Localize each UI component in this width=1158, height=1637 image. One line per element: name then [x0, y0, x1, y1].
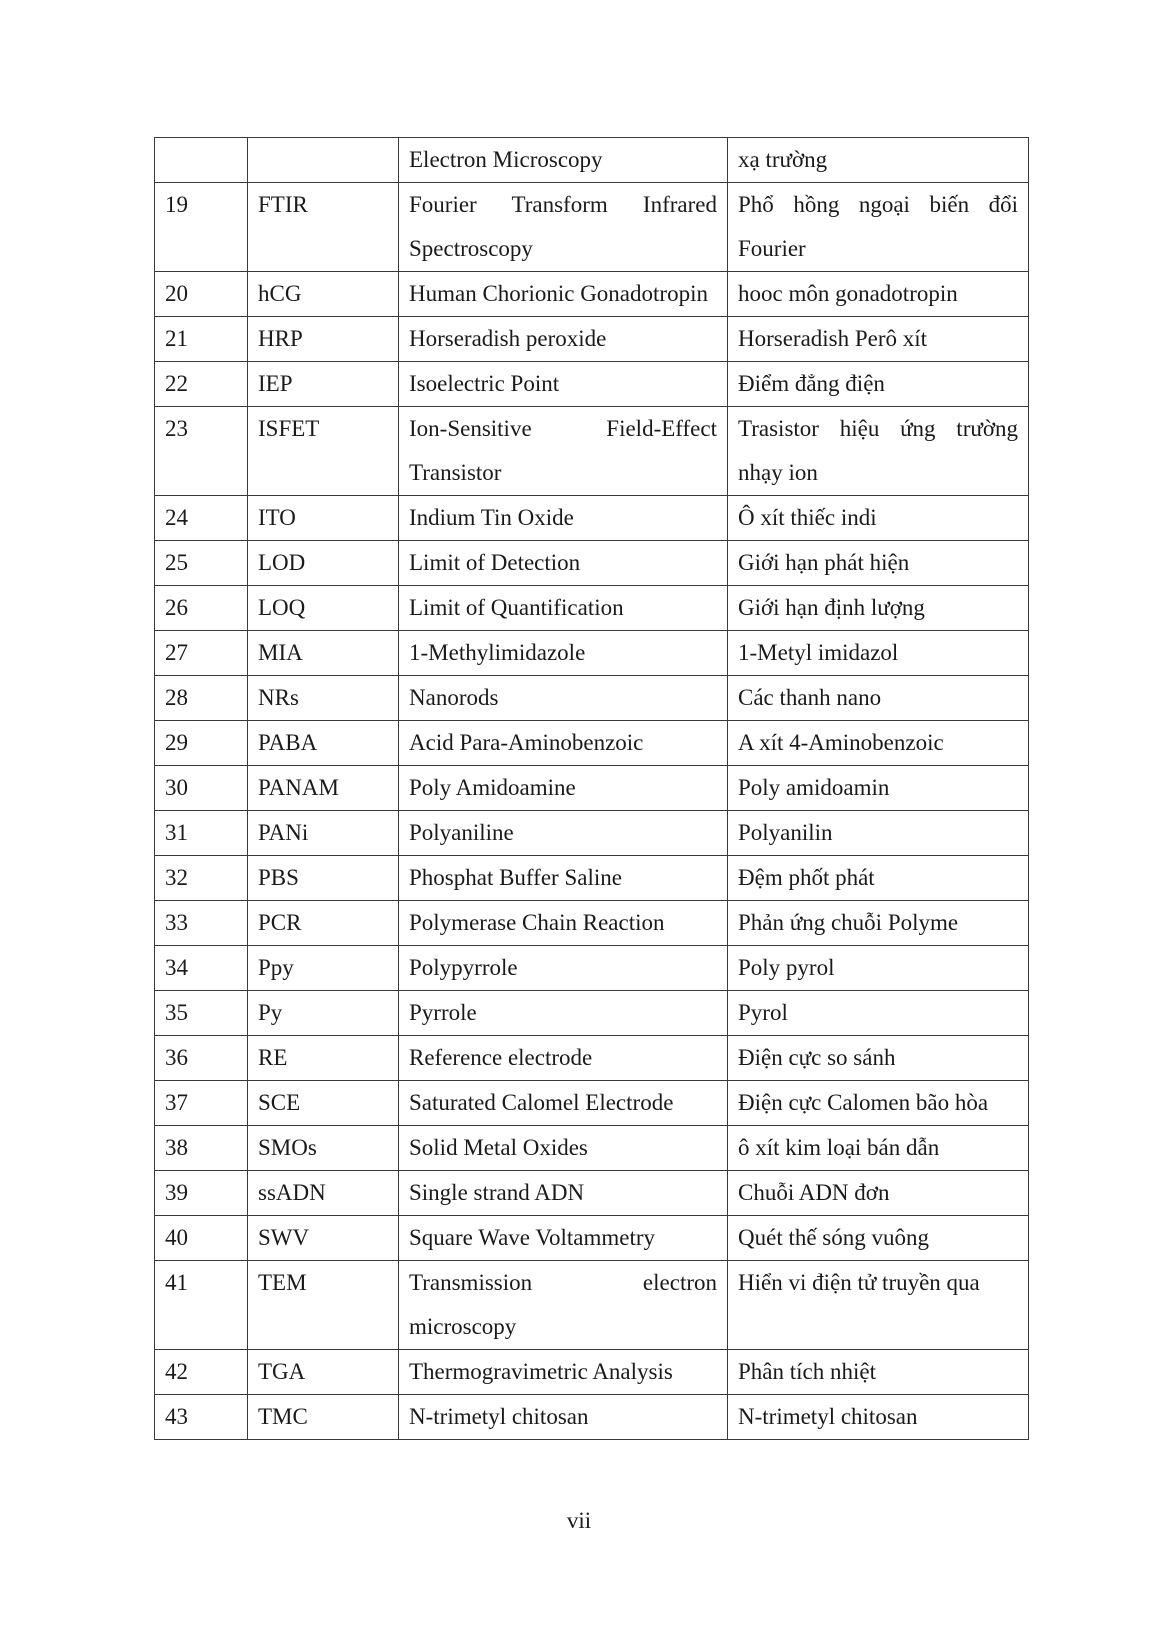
english-term-cell: Solid Metal Oxides [399, 1126, 728, 1171]
vietnamese-term-cell: A xít 4-Aminobenzoic [728, 721, 1029, 766]
row-number-cell: 30 [155, 766, 248, 811]
table-row [155, 586, 1029, 631]
english-term-cell: Polyaniline [399, 811, 728, 856]
abbreviation-cell: PANAM [248, 766, 399, 811]
row-number-cell: 28 [155, 676, 248, 721]
table-row [155, 362, 1029, 407]
row-number-cell [155, 138, 248, 183]
english-term-cell: Reference electrode [399, 1036, 728, 1081]
vietnamese-term-cell: Giới hạn phát hiện [728, 541, 1029, 586]
table-row [155, 766, 1029, 811]
abbreviation-cell: SWV [248, 1216, 399, 1261]
english-term-cell: Limit of Detection [399, 541, 728, 586]
vietnamese-term-cell: N-trimetyl chitosan [728, 1395, 1029, 1440]
vietnamese-term-cell: Pyrol [728, 991, 1029, 1036]
row-number-cell: 35 [155, 991, 248, 1036]
english-term-cell: Limit of Quantification [399, 586, 728, 631]
english-term-cell: Square Wave Voltammetry [399, 1216, 728, 1261]
table-row [155, 1126, 1029, 1171]
english-term-cell: Isoelectric Point [399, 362, 728, 407]
vietnamese-term-cell: Poly pyrol [728, 946, 1029, 991]
abbreviation-cell: RE [248, 1036, 399, 1081]
english-term-cell: N-trimetyl chitosan [399, 1395, 728, 1440]
vietnamese-term-cell: hooc môn gonadotropin [728, 272, 1029, 317]
abbreviation-cell: TGA [248, 1350, 399, 1395]
abbreviation-cell: LOD [248, 541, 399, 586]
abbreviation-cell: TMC [248, 1395, 399, 1440]
row-number-cell: 38 [155, 1126, 248, 1171]
abbreviation-cell [248, 138, 399, 183]
row-number-cell: 32 [155, 856, 248, 901]
abbreviation-cell: MIA [248, 631, 399, 676]
vietnamese-term-cell: Điện cực Calomen bão hòa [728, 1081, 1029, 1126]
row-number-cell: 29 [155, 721, 248, 766]
row-number-cell: 34 [155, 946, 248, 991]
english-term-cell: 1-Methylimidazole [399, 631, 728, 676]
table-row [155, 1171, 1029, 1216]
row-number-cell: 22 [155, 362, 248, 407]
english-term-cell: Nanorods [399, 676, 728, 721]
table-row [155, 407, 1029, 496]
english-term-cell: Saturated Calomel Electrode [399, 1081, 728, 1126]
table-row [155, 183, 1029, 272]
vietnamese-term-cell: Phân tích nhiệt [728, 1350, 1029, 1395]
english-term-cell: Pyrrole [399, 991, 728, 1036]
row-number-cell: 19 [155, 183, 248, 272]
table-row [155, 901, 1029, 946]
english-term-cell: Fourier Transform Infrared Spectroscopy [399, 183, 728, 272]
table-row [155, 676, 1029, 721]
abbreviation-cell: LOQ [248, 586, 399, 631]
row-number-cell: 20 [155, 272, 248, 317]
english-term-cell: Human Chorionic Gonadotropin [399, 272, 728, 317]
row-number-cell: 27 [155, 631, 248, 676]
vietnamese-term-cell: Horseradish Perô xít [728, 317, 1029, 362]
english-term-cell: Acid Para-Aminobenzoic [399, 721, 728, 766]
abbreviation-cell: IEP [248, 362, 399, 407]
vietnamese-term-cell: Phổ hồng ngoại biến đổi Fourier [728, 183, 1029, 272]
page-number: vii [566, 1508, 592, 1533]
table-row [155, 946, 1029, 991]
table-row [155, 856, 1029, 901]
english-term-cell: Phosphat Buffer Saline [399, 856, 728, 901]
abbreviation-cell: Py [248, 991, 399, 1036]
abbreviation-cell: SCE [248, 1081, 399, 1126]
vietnamese-term-cell: Ô xít thiếc indi [728, 496, 1029, 541]
english-term-cell: Electron Microscopy [399, 138, 728, 183]
vietnamese-term-cell: Quét thế sóng vuông [728, 1216, 1029, 1261]
table-row [155, 1216, 1029, 1261]
table-row [155, 1081, 1029, 1126]
abbreviation-table [154, 137, 1029, 1440]
vietnamese-term-cell: Hiển vi điện tử truyền qua [728, 1261, 1029, 1350]
vietnamese-term-cell: Poly amidoamin [728, 766, 1029, 811]
table-row [155, 991, 1029, 1036]
abbreviation-cell: PBS [248, 856, 399, 901]
row-number-cell: 40 [155, 1216, 248, 1261]
abbreviation-cell: hCG [248, 272, 399, 317]
abbreviation-cell: NRs [248, 676, 399, 721]
row-number-cell: 25 [155, 541, 248, 586]
table-row [155, 317, 1029, 362]
vietnamese-term-cell: Chuỗi ADN đơn [728, 1171, 1029, 1216]
english-term-cell: Poly Amidoamine [399, 766, 728, 811]
english-term-cell: Polypyrrole [399, 946, 728, 991]
row-number-cell: 21 [155, 317, 248, 362]
abbreviation-cell: PCR [248, 901, 399, 946]
row-number-cell: 23 [155, 407, 248, 496]
table-row [155, 1395, 1029, 1440]
english-term-cell: Ion-Sensitive Field-Effect Transistor [399, 407, 728, 496]
row-number-cell: 39 [155, 1171, 248, 1216]
vietnamese-term-cell: ô xít kim loại bán dẫn [728, 1126, 1029, 1171]
english-term-cell: Horseradish peroxide [399, 317, 728, 362]
english-term-cell: Transmission electron microscopy [399, 1261, 728, 1350]
row-number-cell: 33 [155, 901, 248, 946]
vietnamese-term-cell: Polyanilin [728, 811, 1029, 856]
english-term-cell: Thermogravimetric Analysis [399, 1350, 728, 1395]
abbreviation-cell: TEM [248, 1261, 399, 1350]
vietnamese-term-cell: xạ trường [728, 138, 1029, 183]
table-row [155, 811, 1029, 856]
vietnamese-term-cell: Điện cực so sánh [728, 1036, 1029, 1081]
table-row [155, 138, 1029, 183]
english-term-cell: Polymerase Chain Reaction [399, 901, 728, 946]
abbreviation-table-body [155, 138, 1029, 1440]
abbreviation-cell: ssADN [248, 1171, 399, 1216]
table-row [155, 1350, 1029, 1395]
abbreviation-cell: PANi [248, 811, 399, 856]
row-number-cell: 43 [155, 1395, 248, 1440]
row-number-cell: 24 [155, 496, 248, 541]
row-number-cell: 42 [155, 1350, 248, 1395]
vietnamese-term-cell: Phản ứng chuỗi Polyme [728, 901, 1029, 946]
vietnamese-term-cell: Điểm đẳng điện [728, 362, 1029, 407]
row-number-cell: 41 [155, 1261, 248, 1350]
table-row [155, 1261, 1029, 1350]
vietnamese-term-cell: Trasistor hiệu ứng trường nhạy ion [728, 407, 1029, 496]
english-term-cell: Indium Tin Oxide [399, 496, 728, 541]
vietnamese-term-cell: Các thanh nano [728, 676, 1029, 721]
table-row [155, 272, 1029, 317]
abbreviation-cell: ITO [248, 496, 399, 541]
table-row [155, 1036, 1029, 1081]
row-number-cell: 37 [155, 1081, 248, 1126]
vietnamese-term-cell: 1-Metyl imidazol [728, 631, 1029, 676]
abbreviation-cell: PABA [248, 721, 399, 766]
abbreviation-cell: ISFET [248, 407, 399, 496]
table-row [155, 541, 1029, 586]
abbreviation-cell: SMOs [248, 1126, 399, 1171]
row-number-cell: 36 [155, 1036, 248, 1081]
abbreviation-cell: Ppy [248, 946, 399, 991]
table-row [155, 631, 1029, 676]
vietnamese-term-cell: Đệm phốt phát [728, 856, 1029, 901]
vietnamese-term-cell: Giới hạn định lượng [728, 586, 1029, 631]
abbreviation-cell: FTIR [248, 183, 399, 272]
abbreviation-cell: HRP [248, 317, 399, 362]
row-number-cell: 26 [155, 586, 248, 631]
table-row [155, 496, 1029, 541]
row-number-cell: 31 [155, 811, 248, 856]
table-row [155, 721, 1029, 766]
english-term-cell: Single strand ADN [399, 1171, 728, 1216]
